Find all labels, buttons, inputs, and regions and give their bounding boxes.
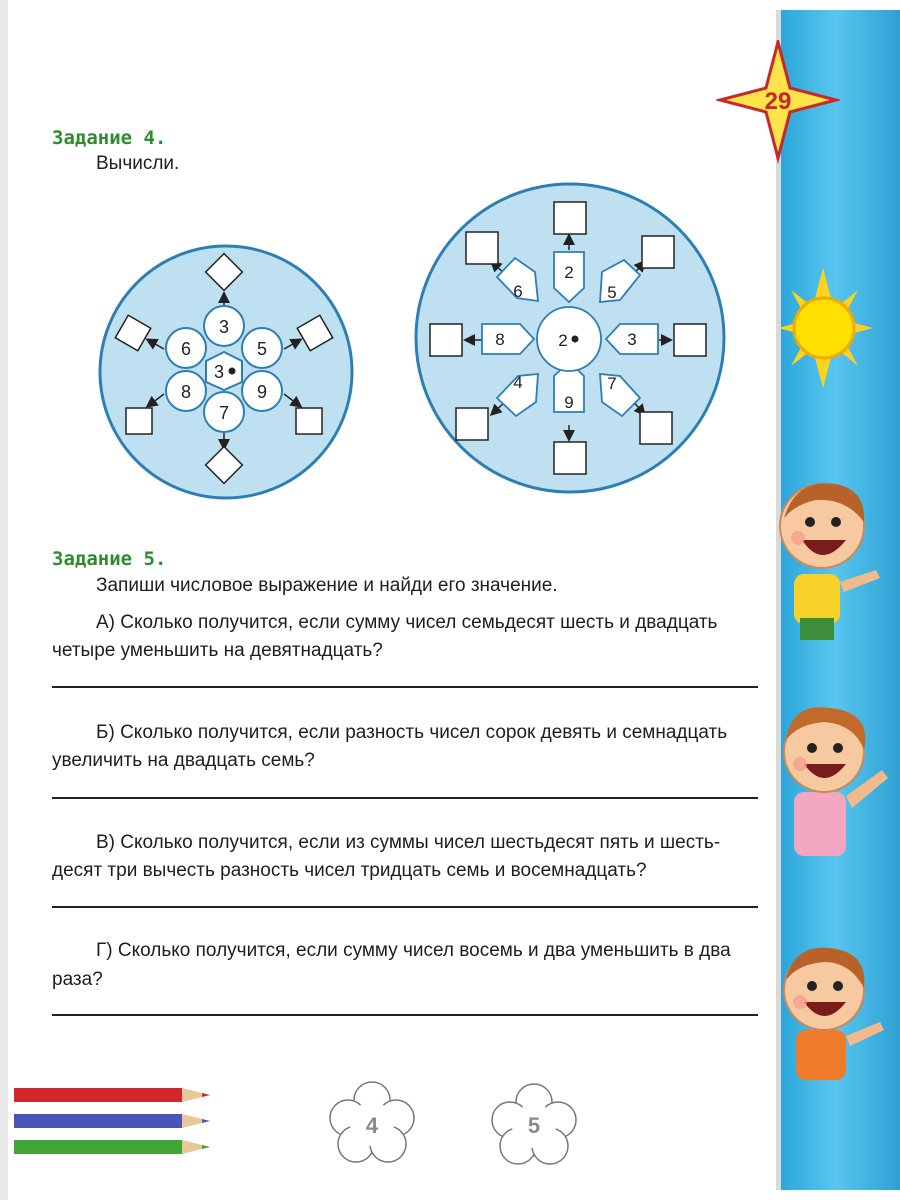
center-dot <box>229 368 236 375</box>
child-illustration-2 <box>780 700 890 870</box>
task5-title: Задание 5. <box>52 548 167 570</box>
flower-label: 5 <box>527 1113 541 1138</box>
answer-box <box>674 324 706 356</box>
question-a-line2: четыре уменьшить на девятнадцать? <box>52 640 383 661</box>
answer-box <box>554 202 586 234</box>
task5-instruction: Запиши числовое выражение и найди его значение. <box>96 575 558 596</box>
number-wheel-diagram-2 <box>412 180 728 496</box>
question-c-line2: десят три вычесть разность чисел тридцать семь и восемнадцать? <box>52 860 647 881</box>
number-label: 9 <box>564 393 574 412</box>
question-d-line2: раза? <box>52 969 103 990</box>
number-label: 2 <box>564 263 574 282</box>
answer-box <box>296 408 322 434</box>
answer-line-d[interactable] <box>52 1014 758 1016</box>
answer-box <box>126 408 152 434</box>
answer-box <box>642 236 674 268</box>
number-label: 3 <box>218 317 230 337</box>
child-illustration-3 <box>780 940 890 1100</box>
sun-icon <box>778 268 878 388</box>
question-c-line1: В) Сколько получится, если из суммы чисел шестьдесят пять и шесть- <box>96 832 721 853</box>
pencils-illustration <box>14 1084 214 1166</box>
number-label: 8 <box>180 382 192 402</box>
answer-box <box>430 324 462 356</box>
question-a-line1: А) Сколько получится, если сумму чисел семьдесят шесть и двадцать <box>96 612 718 633</box>
number-wheel-diagram-1 <box>96 244 356 500</box>
number-label: 6 <box>180 339 192 359</box>
answer-line-b[interactable] <box>52 797 758 799</box>
task4-title: Задание 4. <box>52 127 167 149</box>
flower-page-marker-5 <box>488 1082 580 1168</box>
task4-instruction: Вычисли. <box>96 153 180 174</box>
answer-box <box>640 412 672 444</box>
number-label: 7 <box>607 374 617 393</box>
number-label: 3 <box>627 330 637 349</box>
question-b-line2: увеличить на двадцать семь? <box>52 750 315 771</box>
page-number-star <box>716 40 840 164</box>
number-label: 5 <box>607 283 617 302</box>
number-label: 5 <box>256 339 268 359</box>
question-b-line1: Б) Сколько получится, если разность чисел сорок девять и семнадцать <box>96 722 728 743</box>
page-number: 29 <box>764 88 792 115</box>
number-label: 7 <box>218 403 230 423</box>
flower-label: 4 <box>365 1113 379 1138</box>
center-dot <box>572 336 579 343</box>
flower-page-marker-4 <box>326 1080 418 1166</box>
child-illustration-1 <box>776 478 886 648</box>
number-label: 8 <box>495 330 505 349</box>
answer-box <box>456 408 488 440</box>
answer-box <box>466 232 498 264</box>
page-edge <box>0 0 8 1200</box>
center-number: 3 <box>213 362 225 382</box>
question-d-line1: Г) Сколько получится, если сумму чисел восемь и два уменьшить в два <box>96 940 731 961</box>
number-label: 4 <box>513 373 523 392</box>
answer-line-a[interactable] <box>52 686 758 688</box>
center-number: 2 <box>558 331 568 350</box>
answer-box <box>554 442 586 474</box>
number-label: 6 <box>513 282 523 301</box>
answer-line-c[interactable] <box>52 906 758 908</box>
number-label: 9 <box>256 382 268 402</box>
